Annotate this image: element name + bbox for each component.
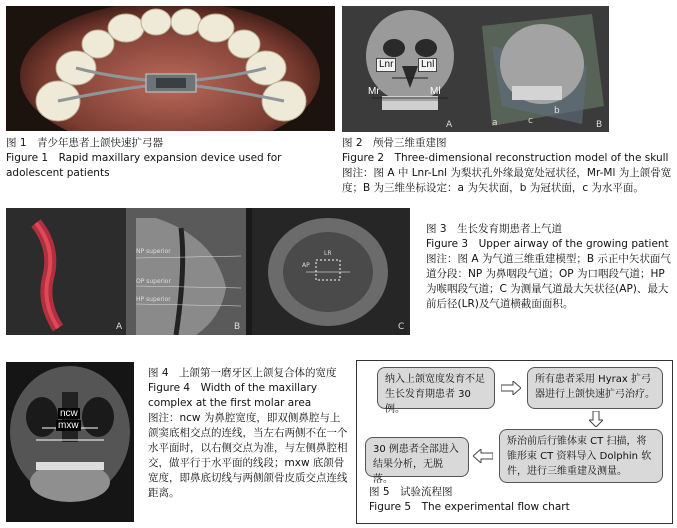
- flow-arrow-down: [589, 411, 603, 427]
- flow-box-2: 所有患者采用 Hyrax 扩弓器进行上颌快速扩弓治疗。: [527, 367, 663, 409]
- figure4-caption-en: Figure 4 Width of the maxillary complex at the first molar area: [148, 382, 318, 409]
- figure5-flowchart: [356, 360, 673, 524]
- figure1-caption-en: Figure 1 Rapid maxillary expansion device used for adolescent patients: [6, 152, 282, 179]
- figure2-panel-b: B: [596, 120, 603, 130]
- figure4-caption-note: 图注：ncw 为鼻腔宽度，即双侧鼻腔与上颌窦底相交点的连线，当左右两侧不在一个水平面时，以右侧交点为准，与左侧鼻腔相交，做平行于水平面的线段；mxw 底颌骨宽度，即鼻底切线与两侧颌骨皮质交点连线距离。: [148, 412, 348, 499]
- figure3-label-ap: AP: [302, 262, 310, 269]
- figure3-panel-b: B: [234, 322, 241, 332]
- figure3-caption-en: Figure 3 Upper airway of the growing patient: [426, 238, 669, 250]
- figure2-panel-a: A: [446, 120, 453, 130]
- flow-box-4: 30 例患者全部进入结果分析，无脱落。: [365, 437, 469, 477]
- figure3-image: [6, 208, 410, 335]
- figure4-label-ncw: ncw: [60, 408, 78, 419]
- figure3-label-hp: HP superior: [136, 296, 171, 303]
- figure2-label-mr: Mr: [368, 86, 380, 97]
- figure1-photo: [6, 6, 335, 131]
- figure3-label-np: NP superior: [136, 248, 171, 255]
- figure2-caption-zh: 图 2 颅骨三维重建图: [342, 137, 447, 149]
- figure3-panel-a: A: [116, 322, 123, 332]
- figure5-caption-zh: 图 5 试验流程图: [369, 486, 453, 498]
- figure5-caption-en: Figure 5 The experimental flow chart: [369, 501, 570, 513]
- figure4-caption: [148, 366, 350, 501]
- figure2-caption-note: 图注：图 A 中 Lnr-Lnl 为梨状孔外缘最宽处冠状径，Mr-Ml 为上颌骨宽度；B 为三维坐标设定：a 为矢状面，b 为冠状面，c 为水平面。: [342, 167, 672, 194]
- figure3-caption: [426, 222, 671, 312]
- figure3-label-lr: LR: [324, 250, 332, 257]
- figure1-caption-zh: 图 1 青少年患者上颌快速扩弓器: [6, 137, 164, 149]
- figure4-image: [6, 362, 134, 522]
- figure2-label-lnl: Lnl: [418, 58, 437, 72]
- figure2-label-lnr: Lnr: [376, 58, 396, 72]
- figure3-caption-zh: 图 3 生长发育期患者上气道: [426, 223, 563, 235]
- figure2-axis-c: c: [528, 116, 533, 126]
- figure2-caption-en: Figure 2 Three-dimensional reconstruction model of the skull: [342, 152, 669, 164]
- figure3-panel-c: C: [398, 322, 405, 332]
- figure4-label-mxw: mxw: [58, 420, 79, 431]
- flow-box-3: 矫治前后行锥体束 CT 扫描，将锥形束 CT 资料导入 Dolphin 软件，进行三维重建及测量。: [499, 429, 663, 483]
- figure2-caption: [342, 136, 672, 196]
- flow-box-1: 纳入上颌宽度发育不足生长发育期患者 30 例。: [377, 367, 495, 409]
- flow-arrow-right: [501, 381, 521, 395]
- figure2-axis-b: b: [554, 106, 560, 116]
- figure5-caption: [369, 485, 659, 515]
- figure2-image: [342, 6, 609, 132]
- figure3-label-op: OP superior: [136, 278, 171, 285]
- figure2-label-ml: Ml: [430, 86, 441, 97]
- flow-arrow-left: [473, 449, 493, 463]
- figure2-axis-a: a: [492, 118, 498, 128]
- figure1-caption: [6, 136, 336, 181]
- figure4-caption-zh: 图 4 上颌第一磨牙区上颌复合体的宽度: [148, 367, 337, 379]
- figure3-caption-note: 图注：图 A 为气道三维重建模型；B 示正中矢状面气道分段：NP 为鼻咽段气道；OP 为口咽段气道；HP 为喉咽段气道；C 为测量气道最大矢状径(AP)、最大前后径(LR)及气道横截面面积。: [426, 253, 671, 310]
